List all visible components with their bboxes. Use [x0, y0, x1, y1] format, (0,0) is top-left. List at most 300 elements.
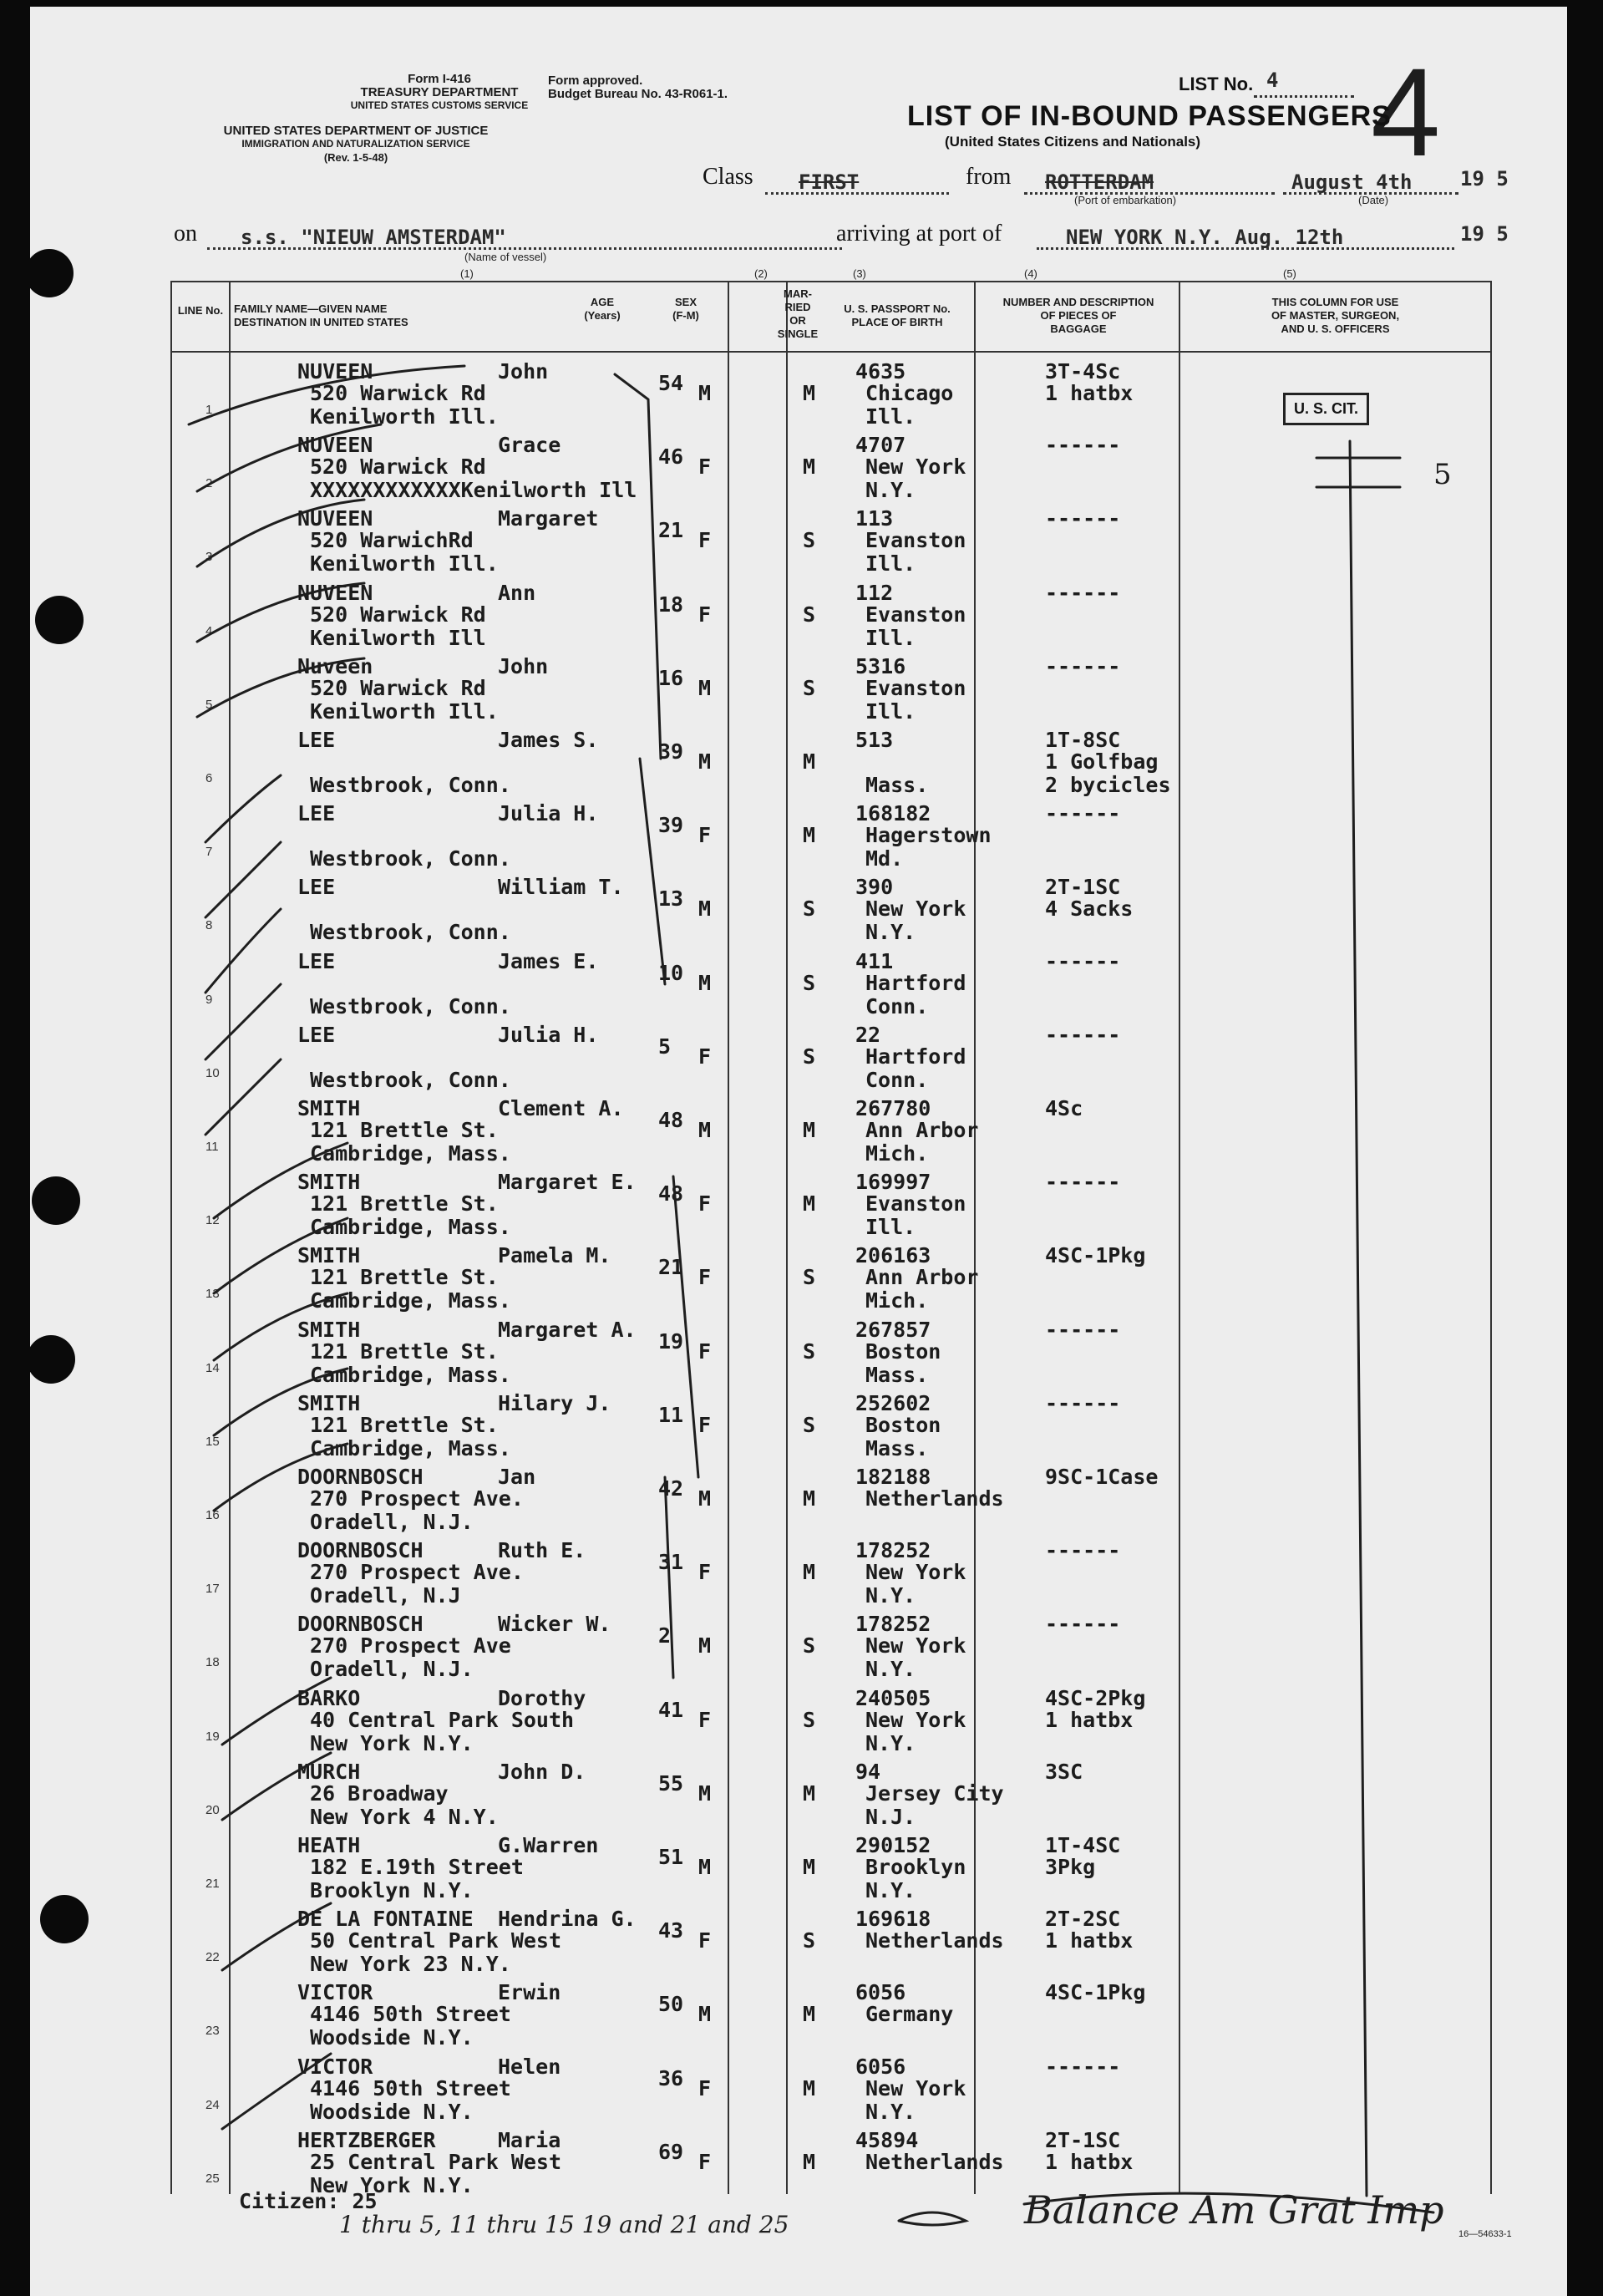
sex: M [698, 675, 712, 700]
birth-place: New York [865, 2075, 966, 2100]
birth-state: Ill. [865, 698, 916, 724]
address-line-1: 50 Central Park West [310, 1928, 562, 1953]
baggage-line-1: 9SC-1Case [1045, 1465, 1159, 1489]
address-line-1: 270 Prospect Ave. [310, 1560, 524, 1585]
address-line-1: 121 Brettle St. [310, 1338, 499, 1364]
birth-place: New York [865, 1560, 966, 1585]
line-number: 8 [205, 918, 213, 933]
family-name: VICTOR [297, 1980, 373, 2005]
birth-place: Chicago [865, 381, 954, 405]
given-name: Pamela M. [498, 1243, 611, 1268]
list-no-line [1254, 95, 1354, 98]
marital-status: S [803, 675, 816, 700]
col-header-line-no: LINE No. [177, 304, 224, 317]
sex: M [698, 1633, 712, 1659]
marital-status: S [803, 602, 816, 627]
address-line-1: 520 Warwick Rd [310, 381, 486, 405]
address-line-1: 121 Brettle St. [310, 1412, 499, 1437]
birth-place: Netherlands [865, 1486, 1004, 1511]
address-line-2: Kenilworth Ill. [310, 404, 499, 429]
birth-place: Hartford [865, 970, 966, 995]
family-name: DE LA FONTAINE [297, 1907, 474, 1932]
baggage-line-1: 4SC-1Pkg [1045, 1243, 1146, 1268]
handwritten-footer-right: Balance Am Grat Imp [1024, 2187, 1444, 2233]
marital-status: M [803, 1118, 816, 1142]
date-caption: (Date) [1358, 194, 1389, 206]
baggage-line-1: ------ [1045, 653, 1121, 678]
passport-number: 390 [855, 875, 894, 900]
baggage-line-2: 3Pkg [1045, 1855, 1096, 1879]
family-name: LEE [297, 801, 336, 826]
address-line-2: New York N.Y. [310, 2172, 474, 2197]
citizen-count: Citizen: 25 [239, 2189, 378, 2213]
birth-state: Mich. [865, 1288, 929, 1313]
passport-number: 5316 [855, 653, 906, 678]
line-number: 18 [205, 1655, 220, 1670]
birth-place: Evanston [865, 675, 966, 700]
given-name: Jan [498, 1465, 536, 1489]
family-name: Nuveen [297, 653, 373, 678]
age: 51 [658, 1845, 684, 1869]
marital-status: S [803, 897, 816, 922]
line-number: 7 [205, 845, 213, 860]
family-name: DOORNBOSCH [297, 1465, 424, 1489]
line-number: 11 [205, 1140, 219, 1154]
table-row [30, 1461, 1567, 1535]
marital-status: S [803, 970, 816, 995]
sex: F [698, 1560, 712, 1585]
address-line-1: 121 Brettle St. [310, 1265, 499, 1290]
marital-status: M [803, 749, 816, 774]
address-line-2: Westbrook, Conn. [310, 1067, 511, 1092]
marital-status: M [803, 1855, 816, 1879]
sex: F [698, 2149, 712, 2174]
family-name: NUVEEN [297, 580, 373, 605]
birth-place: New York [865, 1707, 966, 1732]
line-number: 14 [205, 1360, 220, 1375]
passport-number: 4707 [855, 433, 906, 458]
family-name: SMITH [297, 1317, 361, 1342]
baggage-line-1: 4SC-2Pkg [1045, 1685, 1146, 1710]
given-name: Julia H. [498, 1022, 599, 1047]
sex: F [698, 823, 712, 848]
birth-place: Netherlands [865, 1928, 1004, 1953]
given-name: Helen [498, 2054, 561, 2079]
birth-state: Mass. [865, 1435, 929, 1460]
address-line-2: New York 23 N.Y. [310, 1952, 511, 1977]
table-row [30, 577, 1567, 651]
birth-state: N.Y. [865, 920, 916, 945]
table-row [30, 946, 1567, 1019]
address-line-1: 520 Warwick Rd [310, 675, 486, 700]
form-approved: Form approved. [548, 74, 643, 88]
passport-number: 290152 [855, 1833, 931, 1857]
table-row [30, 1903, 1567, 1977]
family-name: NUVEEN [297, 506, 373, 531]
age: 42 [658, 1476, 684, 1501]
address-line-1: 520 Warwick Rd [310, 455, 486, 480]
family-name: LEE [297, 1022, 336, 1047]
table-row [30, 356, 1567, 429]
passport-number: 113 [855, 506, 894, 531]
line-number: 4 [205, 623, 213, 638]
line-number: 21 [205, 1877, 220, 1891]
birth-place: Netherlands [865, 2149, 1004, 2174]
table-row [30, 871, 1567, 945]
given-name: Erwin [498, 1980, 561, 2005]
passport-number: 6056 [855, 1980, 906, 2005]
baggage-line-2: 1 hatbx [1045, 2149, 1134, 2174]
given-name: G.Warren [498, 1833, 599, 1857]
given-name: James S. [498, 728, 599, 752]
treasury-dept: TREASURY DEPARTMENT [360, 85, 519, 99]
passport-number: 411 [855, 948, 894, 973]
passport-number: 267857 [855, 1317, 931, 1342]
given-name: Grace [498, 433, 561, 458]
line-number: 23 [205, 2024, 220, 2039]
sex: F [698, 1265, 712, 1290]
address-line-2: Woodside N.Y. [310, 2025, 474, 2050]
birth-state: Mass. [865, 1362, 929, 1387]
address-line-2: Cambridge, Mass. [310, 1362, 511, 1387]
family-name: DOORNBOSCH [297, 1538, 424, 1563]
sex: M [698, 1855, 712, 1879]
baggage-line-1: ------ [1045, 1170, 1121, 1195]
sex: F [698, 1412, 712, 1437]
age: 18 [658, 592, 684, 617]
line-number: 1 [205, 403, 213, 417]
line-number: 10 [205, 1065, 220, 1080]
sex: F [698, 1191, 712, 1217]
age: 2 [658, 1623, 672, 1648]
address-line-1: 270 Prospect Ave. [310, 1486, 524, 1511]
col-header-passport: U. S. PASSPORT No. PLACE OF BIRTH [844, 302, 951, 328]
col-num-2: (2) [754, 267, 768, 280]
list-no-handwritten: 4 [1371, 42, 1441, 182]
sex: F [698, 1044, 712, 1069]
marital-status: S [803, 1265, 816, 1290]
line-number: 3 [205, 550, 213, 565]
table-row [30, 1240, 1567, 1313]
birth-place: Boston [865, 1412, 941, 1437]
marital-status: M [803, 455, 816, 480]
class-label: Class [703, 164, 753, 190]
baggage-line-1: ------ [1045, 1390, 1121, 1415]
sex: M [698, 970, 712, 995]
marital-status: M [803, 381, 816, 405]
address-line-1: 121 Brettle St. [310, 1191, 499, 1217]
address-line-2: Woodside N.Y. [310, 2099, 474, 2124]
table-row [30, 1756, 1567, 1830]
birth-place: Hagerstown [865, 823, 992, 848]
age: 48 [658, 1108, 684, 1132]
family-name: DOORNBOSCH [297, 1612, 424, 1637]
birth-state: Md. [865, 846, 904, 871]
baggage-line-1: ------ [1045, 1022, 1121, 1047]
passport-number: 168182 [855, 801, 931, 826]
col-num-5: (5) [1283, 267, 1296, 280]
marital-status: M [803, 823, 816, 848]
arrival-value: NEW YORK N.Y. Aug. 12th [1066, 226, 1344, 249]
table-row [30, 1019, 1567, 1093]
age: 50 [658, 1992, 684, 2017]
line-number: 16 [205, 1508, 220, 1522]
sex: F [698, 2075, 712, 2100]
passport-number: 169618 [855, 1907, 931, 1932]
address-line-2: Cambridge, Mass. [310, 1141, 511, 1166]
marital-status: M [803, 2149, 816, 2174]
table-row [30, 1683, 1567, 1756]
family-name: SMITH [297, 1170, 361, 1195]
sex: F [698, 602, 712, 627]
birth-place: Boston [865, 1338, 941, 1364]
age: 54 [658, 371, 684, 395]
address-line-2: Kenilworth Ill. [310, 551, 499, 577]
birth-place: New York [865, 1633, 966, 1659]
line-number: 2 [205, 476, 213, 491]
address-line-1: 4146 50th Street [310, 2002, 511, 2027]
col-header-baggage: NUMBER AND DESCRIPTION OF PIECES OF BAGGAGE [1002, 296, 1154, 335]
page-subtitle: (United States Citizens and Nationals) [945, 134, 1201, 150]
age: 36 [658, 2065, 684, 2090]
family-name: MURCH [297, 1759, 361, 1784]
line-number: 12 [205, 1213, 220, 1228]
address-line-2: New York N.Y. [310, 1730, 474, 1755]
given-name: John D. [498, 1759, 586, 1784]
line-number: 25 [205, 2171, 220, 2186]
age: 10 [658, 960, 684, 985]
baggage-line-1: ------ [1045, 801, 1121, 826]
table-row [30, 1388, 1567, 1461]
address-line-2: New York 4 N.Y. [310, 1804, 499, 1829]
given-name: Julia H. [498, 801, 599, 826]
birth-place: Evanston [865, 602, 966, 627]
passport-number: 6056 [855, 2054, 906, 2079]
table-row [30, 1166, 1567, 1240]
arrival-year: 19 5 [1460, 222, 1509, 246]
passport-number: 206163 [855, 1243, 931, 1268]
line-number: 19 [205, 1729, 220, 1744]
passport-number: 182188 [855, 1465, 931, 1489]
vessel-caption: (Name of vessel) [464, 251, 547, 263]
given-name: Wicker W. [498, 1612, 611, 1637]
birth-place: Hartford [865, 1044, 966, 1069]
address-line-1: 270 Prospect Ave [310, 1633, 511, 1659]
baggage-line-1: ------ [1045, 506, 1121, 531]
age: 5 [658, 1034, 672, 1059]
baggage-line-1: 4SC-1Pkg [1045, 1980, 1146, 2005]
table-row [30, 1608, 1567, 1682]
age: 48 [658, 1181, 684, 1206]
baggage-line-2: 1 hatbx [1045, 1928, 1134, 1953]
baggage-line-1: 2T-1SC [1045, 2127, 1121, 2152]
age: 21 [658, 518, 684, 543]
address-line-1: 26 Broadway [310, 1780, 449, 1806]
given-name: Dorothy [498, 1685, 586, 1710]
birth-state: Ill. [865, 1215, 916, 1240]
age: 43 [658, 1918, 684, 1943]
birth-state: N.Y. [865, 478, 916, 503]
marital-status: S [803, 1338, 816, 1364]
age: 55 [658, 1770, 684, 1796]
family-name: NUVEEN [297, 359, 373, 384]
birth-state: Mich. [865, 1141, 929, 1166]
col-num-1: (1) [460, 267, 474, 280]
marital-status: S [803, 1412, 816, 1437]
sex: F [698, 1707, 712, 1732]
address-line-2: Cambridge, Mass. [310, 1215, 511, 1240]
passport-number: 178252 [855, 1538, 931, 1563]
passport-number: 267780 [855, 1096, 931, 1120]
revision: (Rev. 1-5-48) [323, 151, 388, 164]
class-value: FIRST [799, 170, 860, 194]
strike-scribble [899, 2212, 966, 2225]
marital-status: S [803, 1928, 816, 1953]
family-name: LEE [297, 948, 336, 973]
address-line-1: 25 Central Park West [310, 2149, 562, 2174]
sex: F [698, 528, 712, 553]
arriving-label: arriving at port of [836, 221, 1002, 246]
passport-number: 169997 [855, 1170, 931, 1195]
manifest-page [30, 7, 1567, 2296]
line-number: 13 [205, 1287, 220, 1302]
age: 39 [658, 739, 684, 764]
family-name: HEATH [297, 1833, 361, 1857]
address-line-2: Kenilworth Ill [310, 625, 486, 650]
given-name: John [498, 359, 549, 384]
passport-number: 240505 [855, 1685, 931, 1710]
given-name: Hendrina G. [498, 1907, 637, 1932]
from-label: from [966, 164, 1012, 190]
passport-number: 94 [855, 1759, 881, 1784]
family-name: NUVEEN [297, 433, 373, 458]
marital-status: S [803, 528, 816, 553]
address-line-2: Oradell, N.J. [310, 1510, 474, 1534]
line-number: 17 [205, 1582, 220, 1597]
sex: M [698, 749, 712, 774]
col-num-4: (4) [1024, 267, 1037, 280]
given-name: Ruth E. [498, 1538, 586, 1563]
sex: M [698, 381, 712, 405]
address-line-2: Westbrook, Conn. [310, 993, 511, 1018]
baggage-line-1: ------ [1045, 580, 1121, 605]
birth-place: Evanston [865, 1191, 966, 1217]
marital-status: M [803, 1191, 816, 1217]
passport-number: 45894 [855, 2127, 919, 2152]
address-line-2: Oradell, N.J. [310, 1657, 474, 1682]
passport-number: 22 [855, 1022, 881, 1047]
us-citizen-stamp: U. S. CIT. [1283, 393, 1369, 425]
punch-hole [30, 249, 74, 297]
family-name: HERTZBERGER [297, 2127, 436, 2152]
marital-status: M [803, 2002, 816, 2027]
given-name: Margaret [498, 506, 599, 531]
birth-place: Ann Arbor [865, 1118, 979, 1142]
address-line-2: Westbrook, Conn. [310, 846, 511, 871]
on-label: on [174, 221, 197, 246]
marital-status: M [803, 1780, 816, 1806]
marital-status: S [803, 1633, 816, 1659]
sex: F [698, 1338, 712, 1364]
line-number: 15 [205, 1434, 220, 1449]
sex: M [698, 2002, 712, 2027]
handwritten-footer-left: 1 thru 5, 11 thru 15 19 and 21 and 25 [339, 2211, 789, 2238]
dept-justice: UNITED STATES DEPARTMENT OF JUSTICE [223, 124, 489, 138]
list-no-value: 4 [1266, 69, 1279, 92]
baggage-line-1: 2T-2SC [1045, 1907, 1121, 1932]
marital-status: S [803, 1707, 816, 1732]
birth-state: N.J. [865, 1804, 916, 1829]
table-header-rule [170, 351, 1490, 353]
address-line-2: Oradell, N.J [310, 1583, 461, 1608]
given-name: John [498, 653, 549, 678]
given-name: William T. [498, 875, 624, 900]
table-row [30, 1093, 1567, 1166]
birth-state: Ill. [865, 404, 916, 429]
line-number: 5 [205, 697, 213, 712]
family-name: SMITH [297, 1096, 361, 1120]
date-value: August 4th [1291, 170, 1413, 194]
from-value: ROTTERDAM [1045, 170, 1154, 194]
birth-state: Ill. [865, 551, 916, 577]
table-row [30, 651, 1567, 724]
birth-state: N.Y. [865, 1878, 916, 1902]
baggage-line-1: ------ [1045, 433, 1121, 458]
birth-state: N.Y. [865, 1730, 916, 1755]
age: 21 [658, 1255, 684, 1280]
line-number: 22 [205, 1950, 220, 1965]
baggage-line-2: 1 Golfbag [1045, 749, 1159, 774]
table-row [30, 1977, 1567, 2050]
age: 11 [658, 1402, 684, 1427]
passport-number: 252602 [855, 1390, 931, 1415]
list-no-label: LIST No. [1179, 74, 1254, 94]
birth-place: New York [865, 455, 966, 480]
family-name: BARKO [297, 1685, 361, 1710]
address-line-2: Westbrook, Conn. [310, 920, 511, 945]
sex: M [698, 1780, 712, 1806]
birth-place: Brooklyn [865, 1855, 966, 1879]
baggage-line-1: ------ [1045, 948, 1121, 973]
col-num-3: (3) [853, 267, 866, 280]
given-name: Ann [498, 580, 536, 605]
line-number: 24 [205, 2097, 220, 2112]
address-line-2: XXXXXXXXXXXXKenilworth Ill [310, 478, 637, 503]
family-name: SMITH [297, 1243, 361, 1268]
table-row [30, 2051, 1567, 2125]
marital-status: M [803, 1560, 816, 1585]
passport-number: 513 [855, 728, 894, 752]
baggage-line-1: ------ [1045, 1612, 1121, 1637]
table-row [30, 503, 1567, 577]
passport-number: 178252 [855, 1612, 931, 1637]
age: 39 [658, 813, 684, 838]
sex: M [698, 1486, 712, 1511]
given-name: Margaret E. [498, 1170, 637, 1195]
address-line-1: 520 WarwichRd [310, 528, 474, 553]
table-row [30, 724, 1567, 798]
birth-place: Germany [865, 2002, 954, 2027]
birth-place: Ann Arbor [865, 1265, 979, 1290]
birth-state: Conn. [865, 1067, 929, 1092]
page-title: LIST OF IN-BOUND PASSENGERS [907, 100, 1392, 132]
age: 31 [658, 1550, 684, 1575]
ins-service: IMMIGRATION AND NATURALIZATION SERVICE [241, 138, 470, 150]
marital-status: M [803, 1486, 816, 1511]
port-caption: (Port of embarkation) [1074, 194, 1177, 206]
marital-status: S [803, 1044, 816, 1069]
birth-state: N.Y. [865, 2099, 916, 2124]
